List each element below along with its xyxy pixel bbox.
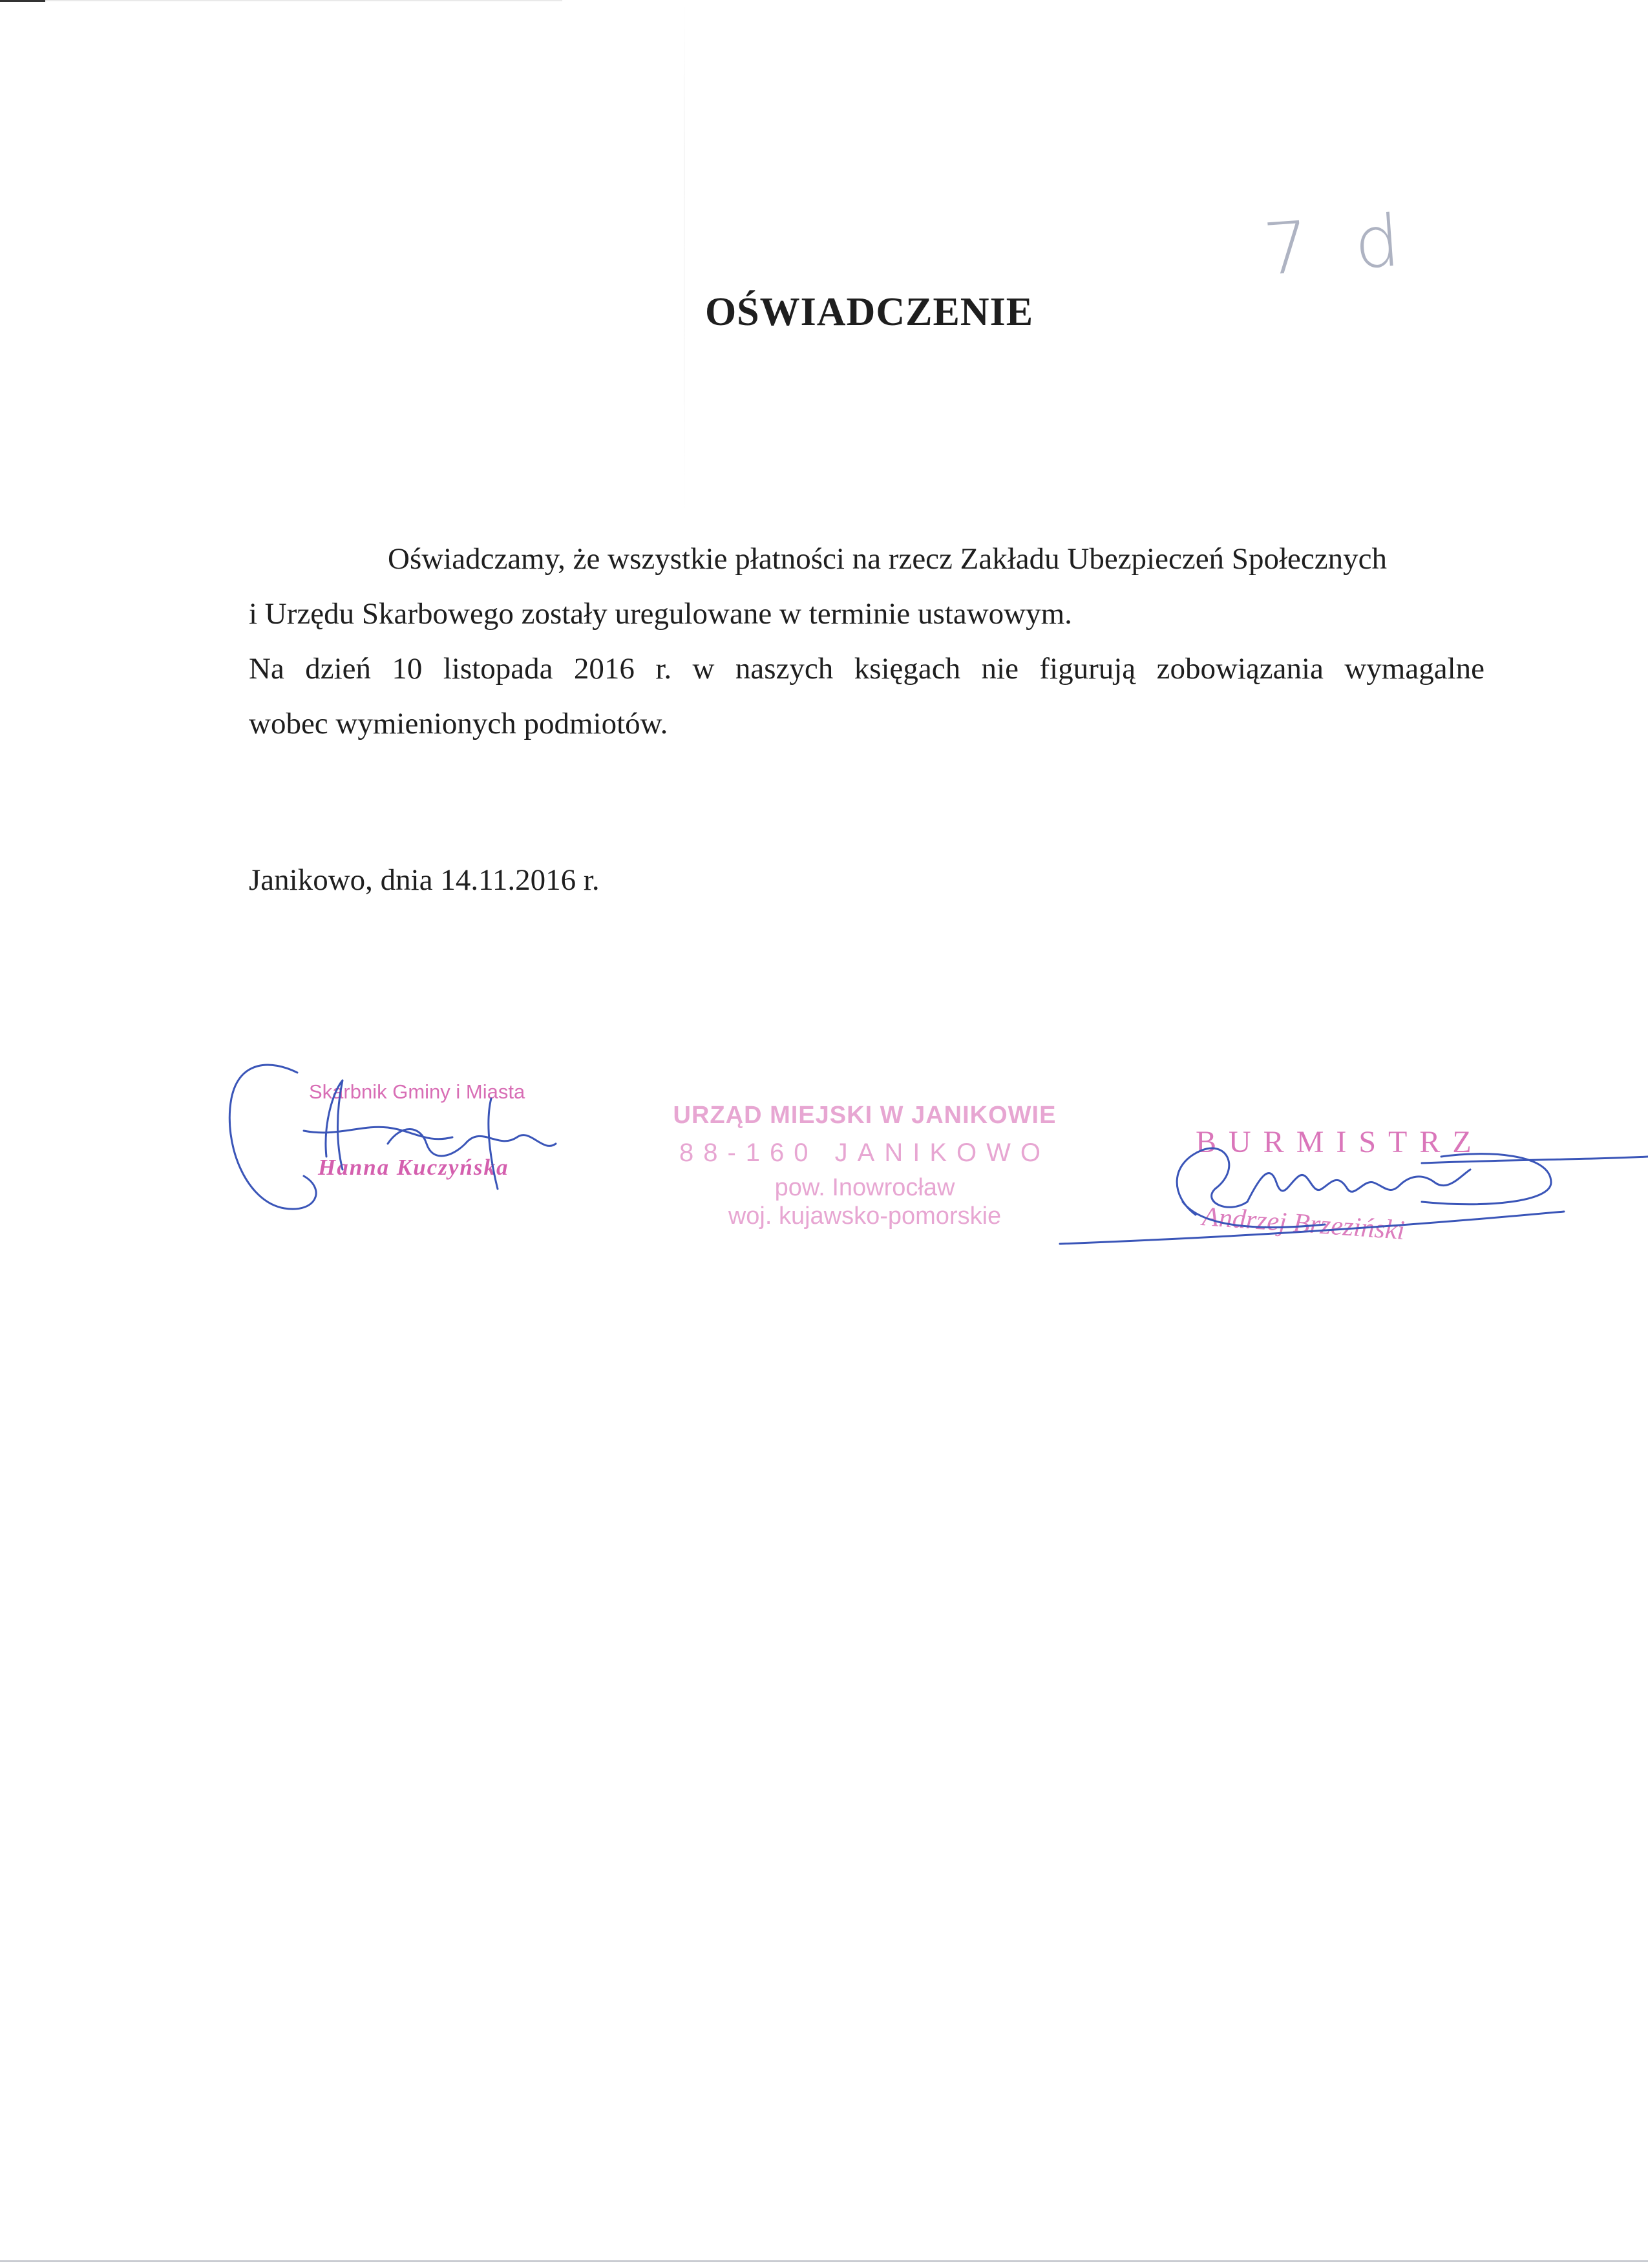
paper-fold-line xyxy=(684,0,685,517)
office-stamp-line-3: pow. Inowrocław xyxy=(774,1174,955,1201)
mayor-stamp-title: BURMISTRZ xyxy=(1196,1125,1484,1159)
scan-edge-top xyxy=(0,0,45,2)
scan-edge-bottom xyxy=(0,2260,1648,2262)
place-and-date: Janikowo, dnia 14.11.2016 r. xyxy=(249,863,600,897)
statement-line-3: Na dzień 10 listopada 2016 r. w naszych księgach nie figurują zobowiązania wymagalne xyxy=(249,652,1484,686)
scan-edge-top-light xyxy=(45,0,562,1)
statement-line-2: i Urzędu Skarbowego zostały uregulowane w terminie ustawowym. xyxy=(249,597,1072,631)
treasurer-stamp-title: Skarbnik Gminy i Miasta xyxy=(309,1080,525,1103)
treasurer-stamp-name: Hanna Kuczyńska xyxy=(318,1155,509,1180)
office-stamp-line-2: 88-160 JANIKOWO xyxy=(679,1139,1050,1167)
office-stamp-line-1: URZĄD MIEJSKI W JANIKOWIE xyxy=(673,1102,1057,1129)
office-stamp-line-4: woj. kujawsko-pomorskie xyxy=(728,1202,1002,1230)
statement-line-4: wobec wymienionych podmiotów. xyxy=(249,707,668,740)
statement-body xyxy=(249,532,1484,751)
document-title: OŚWIADCZENIE xyxy=(704,290,1034,334)
handwritten-page-note: 7 d xyxy=(1260,198,1414,291)
statement-line-1: Oświadczamy, że wszystkie płatności na rzecz Zakładu Ubezpieczeń Społecznych xyxy=(388,542,1387,576)
mayor-stamp-name: Andrzej Brzeziński xyxy=(1201,1202,1406,1246)
